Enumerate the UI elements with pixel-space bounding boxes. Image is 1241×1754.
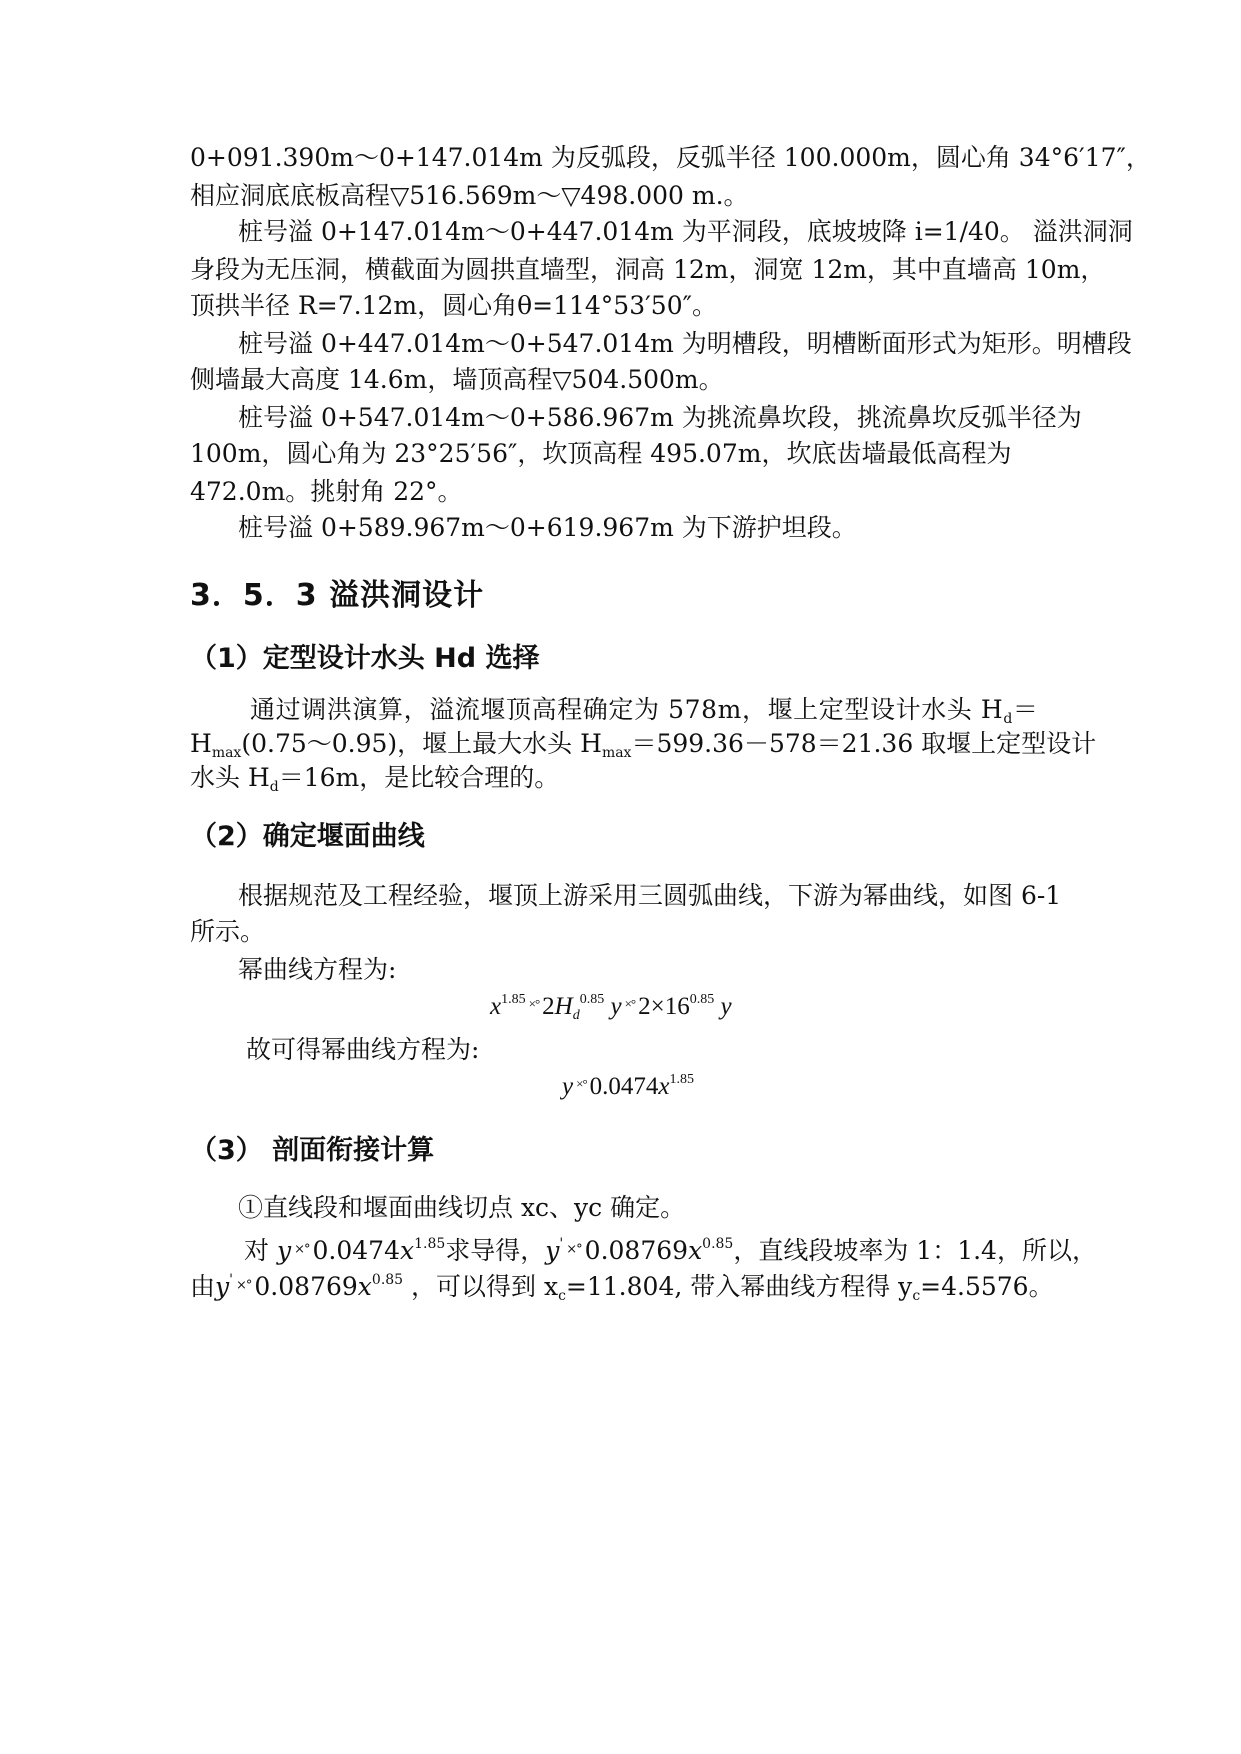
text-line: 故可得幂曲线方程为: [246, 1035, 480, 1064]
eq-number: 0.0474 [589, 1073, 659, 1100]
exponent: 0.85 [371, 1272, 404, 1288]
text-line: 相应洞底底板高程▽516.569m～▽498.000 m.。 [190, 181, 749, 210]
eq-symbol: y [720, 993, 732, 1020]
text-run: 对 [244, 1236, 270, 1265]
section-title: 3．5．3 溢洪洞设计 [190, 578, 485, 613]
exponent: 1.85 [414, 1236, 446, 1252]
text-line: ①直线段和堰面曲线切点 xc、yc 确定。 [238, 1193, 686, 1222]
text-run: =4.5576。 [920, 1272, 1054, 1301]
subsection-title: （3） 剖面衔接计算 [190, 1135, 435, 1166]
text-line: 100m，圆心角为 23°25′56″，坎顶高程 495.07m，坎底齿墙最低高程为 [190, 439, 1012, 468]
eq-symbol: x [688, 1236, 703, 1265]
text-line [244, 1228, 1097, 1267]
eq-glyph: ×° [624, 996, 636, 1011]
text-line: 472.0m。挑射角 22°。 [190, 477, 463, 506]
eq-symbol: y [276, 1236, 292, 1265]
text-line: 桩号溢 0+447.014m～0+547.014m 为明槽段，明槽断面形式为矩形。明槽段 [238, 329, 1132, 358]
eq-symbol: x [490, 993, 502, 1020]
text-line: 桩号溢 0+589.967m～0+619.967m 为下游护坦段。 [238, 513, 857, 542]
eq-glyph: ×° [576, 1076, 587, 1091]
text-run: ＝ [1012, 695, 1039, 724]
subscript: d [269, 779, 279, 795]
eq-symbol: y [562, 1073, 574, 1100]
eq-symbol: y [545, 1236, 560, 1265]
eq-symbol: y [610, 993, 622, 1020]
text-run: H [190, 729, 212, 758]
subscript: d [572, 1008, 580, 1023]
text-line: 身段为无压洞，横截面为圆拱直墙型，洞高 12m，洞宽 12m，其中直墙高 10m， [190, 255, 1106, 284]
text-line: 侧墙最大高度 14.6m，墙顶高程▽504.500m。 [190, 365, 724, 394]
text-run: ，直线段坡率为 1：1.4，所以， [733, 1236, 1097, 1265]
text-run: =11.804, 带入幂曲线方程得 y [565, 1272, 913, 1301]
text-run: ，可以得到 x [411, 1272, 559, 1301]
text-line: 0+091.390m～0+147.014m 为反弧段，反弧半径 100.000m，圆心角 34°6′17″， [190, 143, 1151, 172]
text-line [190, 1264, 1054, 1312]
eq-number: 0.08769 [584, 1236, 689, 1265]
eq-symbol: x [399, 1236, 415, 1265]
text-line: 顶拱半径 R=7.12m，圆心角θ=114°53′50″。 [190, 291, 717, 320]
eq-symbol: x [357, 1272, 372, 1301]
text-line: 桩号溢 0+147.014m～0+447.014m 为平洞段，底坡坡降 i=1/40。 溢洪洞洞 [238, 217, 1133, 246]
text-run: (0.75～0.95)，堰上最大水头 H [241, 729, 602, 758]
exponent: 1.85 [501, 992, 526, 1007]
text-line: 幂曲线方程为: [238, 955, 397, 984]
subscript: d [1003, 711, 1013, 727]
prime-mark: ' [229, 1272, 233, 1288]
exponent: 0.85 [689, 992, 715, 1007]
eq-glyph: ×° [236, 1278, 252, 1293]
subscript: c [558, 1288, 566, 1304]
text-line [190, 762, 559, 803]
eq-number: 2×16 [638, 993, 690, 1020]
eq-glyph: ×° [566, 1242, 582, 1257]
subscript: max [211, 745, 242, 761]
text-line: 桩号溢 0+547.014m～0+586.967m 为挑流鼻坎段，挑流鼻坎反弧半径为 [238, 403, 1082, 432]
eq-symbol: H [554, 993, 573, 1020]
text-run: 由 [190, 1272, 216, 1301]
text-run: 通过调洪演算，溢流堰顶高程确定为 578m，堰上定型设计水头 H [250, 695, 1004, 724]
exponent: 0.85 [702, 1236, 734, 1252]
text-line: 根据规范及工程经验，堰顶上游采用三圆弧曲线，下游为幂曲线，如图 6-1 [238, 881, 1062, 910]
exponent: 0.85 [579, 992, 605, 1007]
eq-symbol: x [658, 1073, 670, 1100]
eq-glyph: ×° [528, 996, 540, 1011]
text-line: 所示。 [190, 917, 266, 946]
eq-glyph: ×° [294, 1242, 310, 1257]
equation [562, 1072, 694, 1101]
text-run: 求导得， [445, 1236, 546, 1265]
subsection-title: （2）确定堰面曲线 [190, 821, 425, 852]
text-run: 水头 H [190, 763, 270, 792]
eq-number: 2 [542, 993, 555, 1020]
equation [490, 992, 732, 1024]
exponent: 1.85 [669, 1072, 694, 1087]
subsection-title: （1）定型设计水头 Hd 选择 [190, 643, 540, 674]
eq-number: 0.08769 [254, 1272, 358, 1301]
eq-symbol: y [215, 1272, 230, 1301]
subscript: max [601, 745, 632, 761]
text-run: ＝16m，是比较合理的。 [278, 763, 560, 792]
text-run: ＝599.36－578＝21.36 取堰上定型设计 [631, 729, 1097, 758]
eq-number: 0.0474 [312, 1236, 400, 1265]
prime-mark: ' [559, 1236, 564, 1252]
subscript: c [912, 1288, 921, 1304]
